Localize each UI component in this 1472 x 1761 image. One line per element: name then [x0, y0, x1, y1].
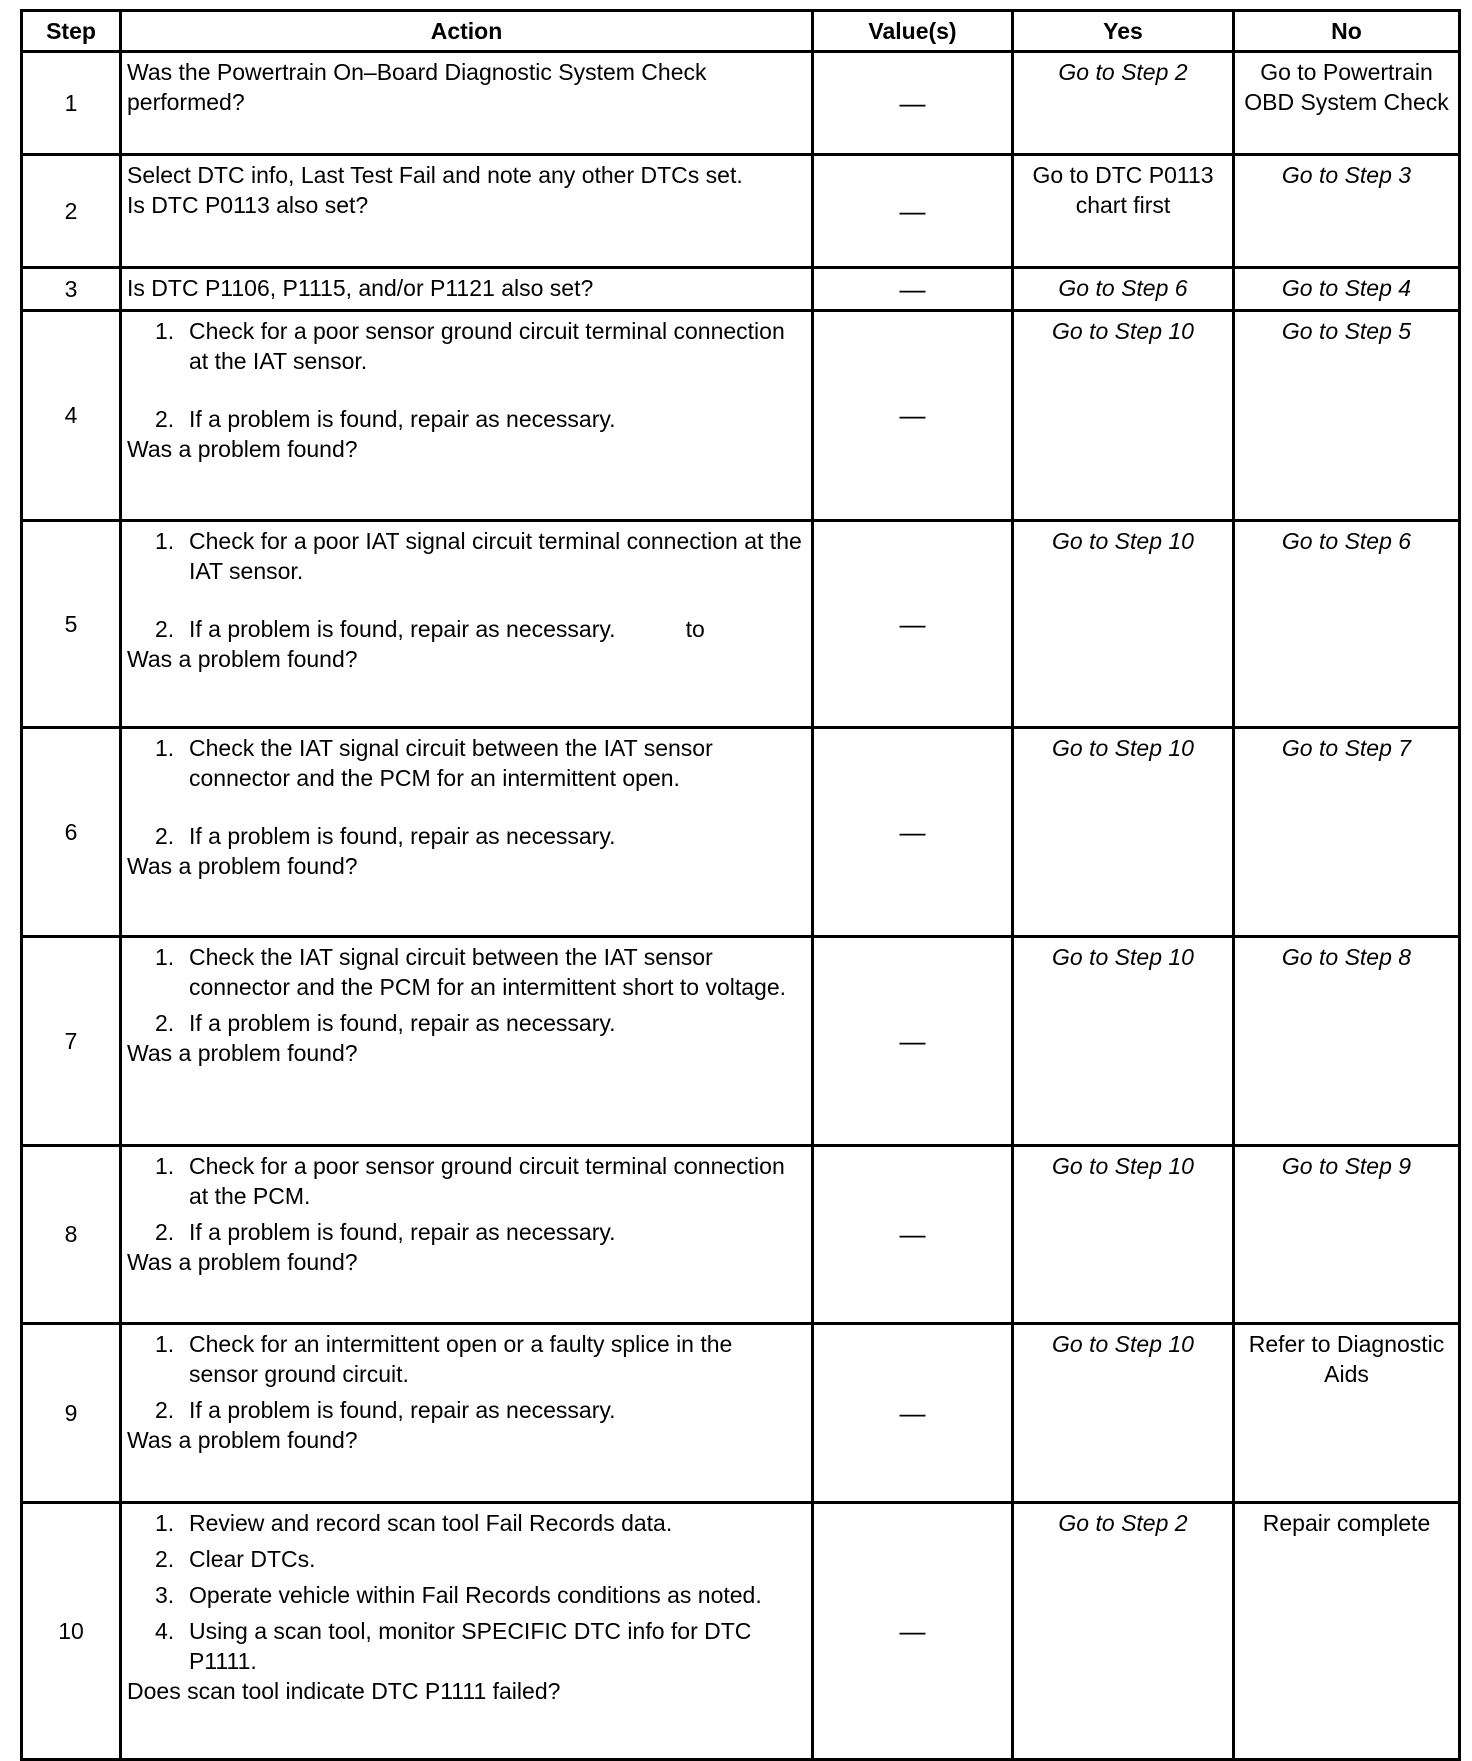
yes-result: [1014, 269, 1232, 309]
action-step-text: Check for a poor sensor ground circuit terminal connection at the PCM.: [189, 1153, 785, 1209]
action-step: [127, 526, 807, 586]
step-number-cell: 10: [22, 1503, 121, 1760]
value-cell: —: [813, 52, 1013, 155]
no-result: [1235, 156, 1458, 196]
step-number: 2.: [155, 616, 175, 642]
yes-result: [1014, 1504, 1232, 1544]
no-text: Go to Step 3: [1281, 162, 1412, 188]
action-question: Does scan tool indicate DTC P1111 failed?: [127, 1678, 561, 1704]
no-result: [1235, 938, 1458, 978]
action-step: [127, 1395, 807, 1425]
step-number: 2.: [155, 823, 175, 849]
yes-result: [1014, 1147, 1232, 1187]
step-number: 1.: [155, 1153, 175, 1179]
table-row: [22, 268, 1460, 311]
action-question: Was the Powertrain On–Board Diagnostic System Check performed?: [127, 59, 707, 115]
action-step-text: Check for a poor sensor ground circuit terminal connection at the IAT sensor.: [189, 318, 785, 374]
action-steps: [127, 526, 807, 644]
yes-text: Go to Step 10: [1052, 528, 1194, 554]
action-step-text: Review and record scan tool Fail Records data.: [189, 1510, 673, 1536]
action-step-text: If a problem is found, repair as necessary.: [189, 1397, 616, 1423]
table-row: [22, 52, 1460, 155]
no-text: Go to Step 9: [1281, 1153, 1412, 1179]
action-question: Was a problem found?: [127, 1040, 358, 1066]
action-step: [127, 733, 807, 793]
step-number: 2.: [155, 1010, 175, 1036]
action-step-text: Clear DTCs.: [189, 1546, 316, 1572]
value-cell: —: [813, 521, 1013, 728]
no-text: Go to Step 8: [1281, 944, 1412, 970]
no-result: [1235, 1147, 1458, 1187]
no-result: [1235, 1325, 1458, 1395]
action-step: [127, 1508, 807, 1538]
no-result: [1235, 729, 1458, 769]
step-number-cell: 5: [22, 521, 121, 728]
action-step: [127, 614, 807, 644]
step-number: 1.: [155, 1510, 175, 1536]
no-result: [1235, 312, 1458, 352]
action-steps: [127, 316, 807, 434]
action-step-text: If a problem is found, repair as necessary.: [189, 1219, 616, 1245]
action-steps: [127, 942, 807, 1038]
yes-result: [1014, 1325, 1232, 1365]
table-row: [22, 937, 1460, 1146]
yes-text: Go to Step 10: [1052, 944, 1194, 970]
action-step-text: Check the IAT signal circuit between the IAT sensor connector and the PCM for an intermittent short to voltage.: [189, 944, 787, 1000]
yes-text: Go to Step 10: [1052, 735, 1194, 761]
step-number-cell: 1: [22, 52, 121, 155]
yes-text: Go to Step 2: [1058, 59, 1188, 85]
yes-text: Go to Step 10: [1052, 318, 1194, 344]
yes-text: Go to Step 6: [1058, 275, 1188, 301]
header-row: [22, 11, 1460, 52]
no-text: Go to Powertrain OBD System Check: [1244, 59, 1449, 115]
action-step-text: If a problem is found, repair as necessary.: [189, 1010, 616, 1036]
header-values: Value(s): [813, 11, 1013, 52]
step-number: 1.: [155, 318, 175, 344]
action-step: [127, 942, 807, 1002]
value-cell: —: [813, 1146, 1013, 1324]
table-row: [22, 728, 1460, 937]
no-text: Go to Step 4: [1281, 275, 1412, 301]
diagnostic-table: [20, 9, 1461, 1761]
step-number: 1.: [155, 944, 175, 970]
value-cell: —: [813, 1324, 1013, 1503]
action-step: [127, 1151, 807, 1211]
yes-result: [1014, 938, 1232, 978]
yes-text: Go to Step 10: [1052, 1331, 1194, 1357]
yes-result: [1014, 312, 1232, 352]
value-cell: —: [813, 268, 1013, 311]
action-steps: [127, 1151, 807, 1247]
header-yes: Yes: [1013, 11, 1234, 52]
action-steps: [127, 1508, 807, 1676]
action-step-text: Using a scan tool, monitor SPECIFIC DTC info for DTC P1111.: [189, 1618, 752, 1674]
table-row: [22, 1146, 1460, 1324]
table-row: [22, 155, 1460, 268]
header-action: Action: [121, 11, 813, 52]
action-step: [127, 316, 807, 376]
yes-text: Go to Step 2: [1058, 1510, 1188, 1536]
step-number-cell: 7: [22, 937, 121, 1146]
no-text: Go to Step 5: [1281, 318, 1412, 344]
step-number: 2.: [155, 1546, 175, 1572]
value-cell: —: [813, 311, 1013, 521]
value-cell: —: [813, 937, 1013, 1146]
step-number: 4.: [155, 1618, 175, 1644]
step-number-cell: 3: [22, 268, 121, 311]
yes-result: [1014, 729, 1232, 769]
action-step-text: Operate vehicle within Fail Records conditions as noted.: [189, 1582, 762, 1608]
action-steps: [127, 733, 807, 851]
action-question: Was a problem found?: [127, 646, 358, 672]
value-cell: —: [813, 155, 1013, 268]
yes-text: Go to Step 10: [1052, 1153, 1194, 1179]
action-step-text: Check the IAT signal circuit between the IAT sensor connector and the PCM for an intermittent open.: [189, 735, 713, 791]
yes-result: [1014, 522, 1232, 562]
action-step: [127, 1580, 807, 1610]
action-question: Was a problem found?: [127, 1249, 358, 1275]
value-cell: —: [813, 1503, 1013, 1760]
table-row: [22, 1503, 1460, 1760]
header-no: No: [1234, 11, 1460, 52]
step-number-cell: 6: [22, 728, 121, 937]
action-step: [127, 1329, 807, 1389]
no-result: [1235, 522, 1458, 562]
step-number: 3.: [155, 1582, 175, 1608]
step-number: 2.: [155, 1397, 175, 1423]
yes-result: [1014, 53, 1232, 93]
action-step-text: If a problem is found, repair as necessary.: [189, 406, 616, 432]
step-number: 1.: [155, 1331, 175, 1357]
step-number: 1.: [155, 735, 175, 761]
step-number-cell: 9: [22, 1324, 121, 1503]
step-number: 1.: [155, 528, 175, 554]
action-step: [127, 404, 807, 434]
action-question: Is DTC P1106, P1115, and/or P1121 also set?: [127, 275, 594, 301]
no-text: Refer to Diagnostic Aids: [1248, 1331, 1445, 1387]
stray-text: to: [685, 616, 705, 642]
action-step: [127, 1616, 807, 1676]
action-step: [127, 821, 807, 851]
yes-text: Go to DTC P0113 chart first: [1032, 162, 1214, 218]
table-row: [22, 311, 1460, 521]
step-number: 2.: [155, 1219, 175, 1245]
action-question: Was a problem found?: [127, 853, 358, 879]
no-text: Repair complete: [1262, 1510, 1431, 1536]
action-step-text: Check for an intermittent open or a faulty splice in the sensor ground circuit.: [189, 1331, 733, 1387]
action-step-text: If a problem is found, repair as necessary.: [189, 823, 616, 849]
action-question: Was a problem found?: [127, 436, 358, 462]
action-text: Select DTC info, Last Test Fail and note any other DTCs set.: [127, 162, 743, 188]
no-result: [1235, 269, 1458, 309]
value-cell: —: [813, 728, 1013, 937]
step-number: 2.: [155, 406, 175, 432]
yes-result: [1014, 156, 1232, 226]
no-result: [1235, 1504, 1458, 1544]
action-step-text: Check for a poor IAT signal circuit terminal connection at the IAT sensor.: [189, 528, 802, 584]
no-text: Go to Step 7: [1281, 735, 1412, 761]
no-result: [1235, 53, 1458, 123]
action-step: [127, 1544, 807, 1574]
action-question: Is DTC P0113 also set?: [127, 192, 369, 218]
step-number-cell: 2: [22, 155, 121, 268]
action-question: Was a problem found?: [127, 1427, 358, 1453]
action-steps: [127, 1329, 807, 1425]
no-text: Go to Step 6: [1281, 528, 1412, 554]
table-row: [22, 521, 1460, 728]
step-number-cell: 4: [22, 311, 121, 521]
header-step: Step: [22, 11, 121, 52]
step-number-cell: 8: [22, 1146, 121, 1324]
action-step-text: If a problem is found, repair as necessary.: [189, 616, 616, 642]
table-row: [22, 1324, 1460, 1503]
action-step: [127, 1217, 807, 1247]
action-step: [127, 1008, 807, 1038]
